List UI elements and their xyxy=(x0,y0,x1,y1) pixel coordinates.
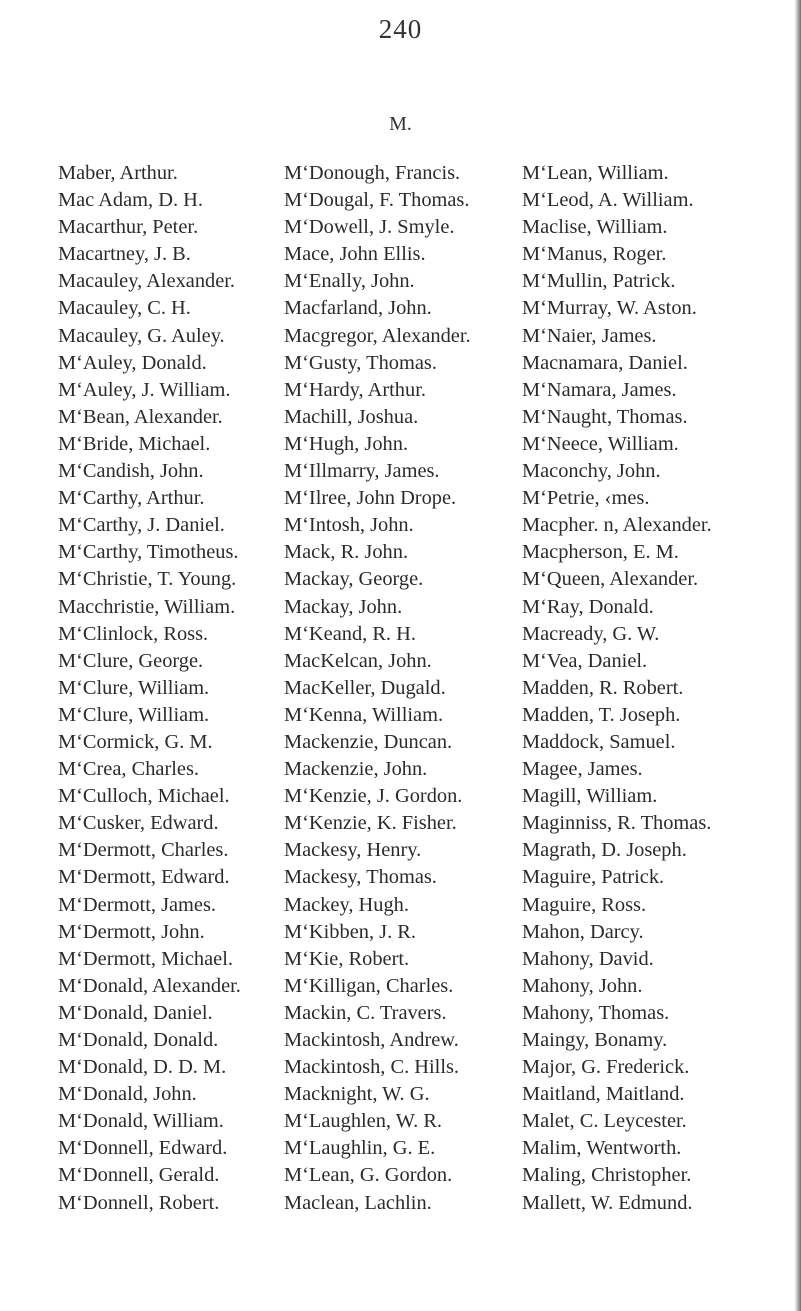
name-entry: Macauley, Alexander. xyxy=(58,270,236,293)
name-entry: Magill, William. xyxy=(522,785,658,808)
name-entry: Macgregor, Alexander. xyxy=(284,324,471,347)
name-entry: M‘Donald, William. xyxy=(58,1110,224,1133)
name-entry: M‘Bride, Michael. xyxy=(58,432,211,455)
name-entry: M‘Donald, Donald. xyxy=(58,1029,219,1051)
section-heading: M. xyxy=(389,113,412,135)
name-entry: M‘Cormick, G. M. xyxy=(58,730,213,753)
name-entry: M‘Kenna, William. xyxy=(284,703,444,726)
name-entry: M‘Vea, Daniel. xyxy=(522,649,648,672)
name-entry: Mac Adam, D. H. xyxy=(58,189,203,212)
name-entry: Mace, John Ellis. xyxy=(284,243,426,266)
name-entry: Maguire, Patrick. xyxy=(522,866,665,889)
name-entry: M‘Kenzie, J. Gordon. xyxy=(284,785,463,808)
name-entry: Maginniss, R. Thomas. xyxy=(522,812,712,835)
name-entry: Macknight, W. G. xyxy=(284,1083,430,1106)
name-entry: Major, G. Frederick. xyxy=(522,1056,690,1079)
name-entry: Macready, G. W. xyxy=(522,622,660,645)
name-entry: Magrath, D. Joseph. xyxy=(522,839,687,862)
page-edge-shadow xyxy=(795,0,801,1311)
name-entry: Malim, Wentworth. xyxy=(522,1137,682,1160)
name-entry: Machill, Joshua. xyxy=(284,405,419,428)
name-entry: Macchristie, William. xyxy=(58,595,236,618)
name-entry: M‘Clure, William. xyxy=(58,703,210,726)
name-entry: Macnamara, Daniel. xyxy=(522,351,688,374)
name-entry: Mackintosh, C. Hills. xyxy=(284,1056,460,1079)
name-entry: M‘Dermott, Michael. xyxy=(58,947,233,970)
name-entry: Maclise, William. xyxy=(522,216,668,239)
name-entry: M‘Crea, Charles. xyxy=(58,758,199,781)
name-entry: Maling, Christopher. xyxy=(522,1164,692,1187)
name-entry: Mackesy, Henry. xyxy=(284,839,422,862)
name-entry: M‘Laughlen, W. R. xyxy=(284,1110,443,1133)
name-entry: Maguire, Ross. xyxy=(522,893,647,916)
name-entry: Maingy, Bonamy. xyxy=(522,1029,668,1051)
name-entry: Macpherson, E. M. xyxy=(522,541,679,564)
name-entry: M‘Dermott, John. xyxy=(58,920,205,943)
name-entry: M‘Donald, Daniel. xyxy=(58,1001,213,1024)
name-entry: M‘Petrie, ‹mes. xyxy=(522,487,650,510)
name-entry: M‘Kie, Robert. xyxy=(284,947,410,970)
name-entry: Mahon, Darcy. xyxy=(522,920,644,943)
name-entry: M‘Clinlock, Ross. xyxy=(58,622,209,645)
name-entry: M‘Ilree, John Drope. xyxy=(284,487,457,510)
name-entry: Madden, R. Robert. xyxy=(522,676,684,699)
name-entry: M‘Naier, James. xyxy=(522,324,657,347)
name-entry: Maitland, Maitland. xyxy=(522,1083,685,1106)
name-entry: M‘Namara, James. xyxy=(522,378,677,401)
name-columns xyxy=(58,160,800,1217)
name-column-3 xyxy=(522,160,800,1217)
name-entry: M‘Intosh, John. xyxy=(284,514,414,537)
name-entry: M‘Dougal, F. Thomas. xyxy=(284,189,470,212)
name-column-1 xyxy=(58,160,284,1217)
name-entry: M‘Lean, William. xyxy=(522,162,669,184)
name-entry: Mallett, W. Edmund. xyxy=(522,1191,693,1214)
name-entry: M‘Neece, William. xyxy=(522,432,679,455)
name-entry: M‘Keand, R. H. xyxy=(284,622,416,645)
name-entry: Mackintosh, Andrew. xyxy=(284,1029,459,1051)
name-entry: Mackesy, Thomas. xyxy=(284,866,437,889)
name-entry: M‘Kenzie, K. Fisher. xyxy=(284,812,457,835)
name-entry: Macartney, J. B. xyxy=(58,243,191,266)
name-entry: MacKelcan, John. xyxy=(284,649,432,672)
name-entry: Mackey, Hugh. xyxy=(284,893,409,916)
name-entry: Maber, Arthur. xyxy=(58,162,178,184)
name-entry: M‘Donald, D. D. M. xyxy=(58,1056,227,1079)
name-entry: M‘Donnell, Gerald. xyxy=(58,1164,220,1187)
name-entry: Mackenzie, John. xyxy=(284,758,428,781)
name-entry: M‘Donough, Francis. xyxy=(284,162,461,184)
name-entry: M‘Hugh, John. xyxy=(284,432,409,455)
page-number: 240 xyxy=(378,14,423,44)
name-entry: Macpher. n, Alexander. xyxy=(522,514,712,537)
name-entry: M‘Mullin, Patrick. xyxy=(522,270,676,293)
name-entry: Mahony, Thomas. xyxy=(522,1001,670,1024)
name-entry: Maclean, Lachlin. xyxy=(284,1191,432,1214)
name-entry: Macauley, G. Auley. xyxy=(58,324,225,347)
name-column-2 xyxy=(284,160,522,1217)
name-entry: M‘Donald, Alexander. xyxy=(58,974,241,997)
name-entry: Malet, C. Leycester. xyxy=(522,1110,687,1133)
name-entry: Mackay, George. xyxy=(284,568,424,591)
name-entry: M‘Laughlin, G. E. xyxy=(284,1137,436,1160)
name-entry: M‘Clure, William. xyxy=(58,676,210,699)
name-entry: M‘Manus, Roger. xyxy=(522,243,667,266)
name-entry: M‘Dermott, James. xyxy=(58,893,216,916)
name-entry: Magee, James. xyxy=(522,758,643,781)
name-entry: M‘Carthy, Arthur. xyxy=(58,487,205,510)
name-entry: M‘Donnell, Robert. xyxy=(58,1191,220,1214)
name-entry: M‘Bean, Alexander. xyxy=(58,405,223,428)
name-entry: Mackay, John. xyxy=(284,595,403,618)
name-entry: Macfarland, John. xyxy=(284,297,432,320)
name-entry: M‘Hardy, Arthur. xyxy=(284,378,426,401)
name-entry: M‘Leod, A. William. xyxy=(522,189,694,212)
name-entry: M‘Illmarry, James. xyxy=(284,460,440,483)
name-entry: Mack, R. John. xyxy=(284,541,409,564)
name-entry: M‘Christie, T. Young. xyxy=(58,568,237,591)
name-entry: M‘Murray, W. Aston. xyxy=(522,297,697,320)
name-entry: M‘Kibben, J. R. xyxy=(284,920,416,943)
name-entry: Maddock, Samuel. xyxy=(522,730,676,753)
name-entry: M‘Auley, J. William. xyxy=(58,378,231,401)
name-entry: Mackenzie, Duncan. xyxy=(284,730,453,753)
name-entry: M‘Clure, George. xyxy=(58,649,204,672)
name-entry: M‘Carthy, J. Daniel. xyxy=(58,514,225,537)
name-entry: M‘Killigan, Charles. xyxy=(284,974,454,997)
name-entry: M‘Naught, Thomas. xyxy=(522,405,688,428)
name-entry: MacKeller, Dugald. xyxy=(284,676,446,699)
name-entry: M‘Enally, John. xyxy=(284,270,415,293)
name-entry: M‘Auley, Donald. xyxy=(58,351,207,374)
name-entry: M‘Culloch, Michael. xyxy=(58,785,230,808)
name-entry: Mahony, John. xyxy=(522,974,643,997)
name-entry: Mahony, David. xyxy=(522,947,654,970)
name-entry: M‘Candish, John. xyxy=(58,460,204,483)
name-entry: M‘Cusker, Edward. xyxy=(58,812,219,835)
name-entry: M‘Dermott, Edward. xyxy=(58,866,230,889)
name-entry: M‘Dermott, Charles. xyxy=(58,839,229,862)
name-entry: Maconchy, John. xyxy=(522,460,661,483)
name-entry: M‘Queen, Alexander. xyxy=(522,568,699,591)
name-entry: M‘Donald, John. xyxy=(58,1083,197,1106)
name-entry: M‘Ray, Donald. xyxy=(522,595,654,618)
name-entry: M‘Lean, G. Gordon. xyxy=(284,1164,453,1187)
name-entry: Mackin, C. Travers. xyxy=(284,1001,447,1024)
name-entry: Madden, T. Joseph. xyxy=(522,703,681,726)
name-entry: Macarthur, Peter. xyxy=(58,216,199,239)
name-entry: Macauley, C. H. xyxy=(58,297,191,320)
name-entry: M‘Carthy, Timotheus. xyxy=(58,541,239,564)
name-entry: M‘Gusty, Thomas. xyxy=(284,351,437,374)
name-entry: M‘Donnell, Edward. xyxy=(58,1137,228,1160)
name-entry: M‘Dowell, J. Smyle. xyxy=(284,216,455,239)
